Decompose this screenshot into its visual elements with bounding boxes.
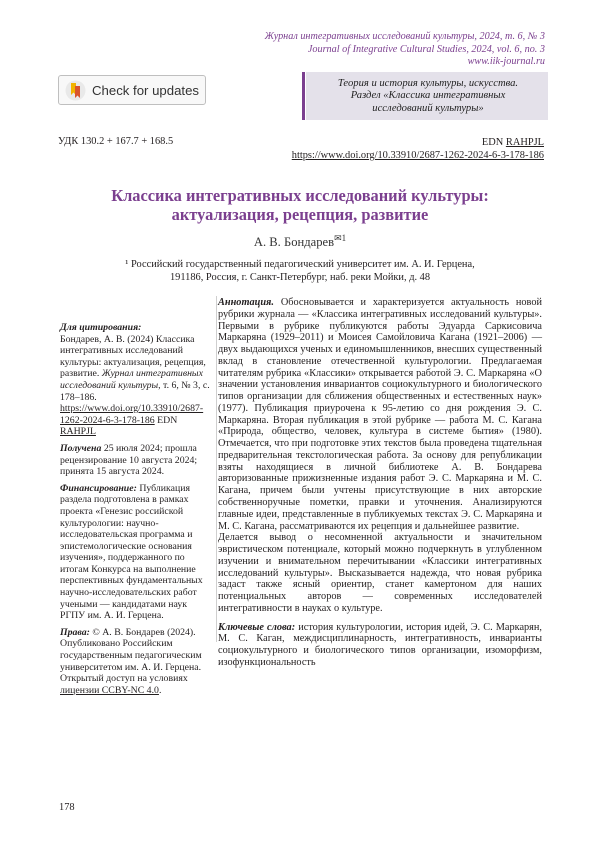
keywords-label: Ключевые слова: [218,621,296,633]
article-title-line-2: актуализация, рецепция, развитие [171,205,429,225]
envelope-icon[interactable]: ✉ [334,233,342,243]
affiliation-line-1: ¹ Российский государственный педагогический университет им. А. И. Герцена, [125,259,475,270]
udk-code: УДК 130.2 + 167.7 + 168.5 [58,136,174,147]
author-name: А. В. Бондарев [253,235,335,250]
section-accent-bar [302,72,305,120]
author-affiliation-sup: 1 [341,233,347,243]
keywords-text: история культурологии, история идей, Э. С. Маркарян, М. С. Каган, междисциплинарность, интегративность, инварианты социокультурного и биологического типов организации, изоморфизм, изофункциональность [218,621,542,668]
license-link[interactable]: лицензии CCBY-NC 4.0 [60,684,159,696]
funding-label: Финансирование: [60,482,137,494]
journal-website[interactable]: www.iik-journal.ru [467,56,545,68]
journal-header [265,31,545,69]
abstract-column [218,297,542,669]
abstract-paragraph-2: Делается вывод о несомненной актуальности и значительном эвристическом потенциале, который можно подчеркнуть в углубленном изучении и внимательном перечитывании «Классики интегративных исследований культуры». Высказывается надежда, что новая рубрика задаст также ясный ориентир, станет камертоном для наших потенциальных авторов — современных исследователей интегративности в науках о культуре. [218,532,542,614]
edn-link[interactable]: RAHPJL [505,137,544,148]
keywords-block [218,622,542,669]
funding-text: Публикация раздела подготовлена в рамках проекта «Генезис российской культурологии: научно-исследовательская программа и эпистемологические основания изучения», поддержанного по итогам Конкурса на выполнение перспективных фундаментальных научно-исследовательских работ учеными — кандидатами наук РГПУ им. А. И. Герцена. [60,482,203,622]
citation-text: Бондарев, А. В. (2024) Классика интегративных исследований культуры: актуализация, рецепция, развитие. [60,333,206,380]
column-divider [216,296,217,642]
journal-title-ru: Журнал интегративных исследований культуры, 2024, т. 6, № 3 [264,31,545,42]
sidebar-info [60,322,210,701]
rights-text: © А. В. Бондарев (2024). Опубликовано Российским государственным педагогическим университетом им. А. И. Герцена. Открытый доступ на условиях [60,626,202,685]
affiliation-line-2: 191186, Россия, г. Санкт-Петербург, наб. реки Мойки, д. 48 [169,271,431,283]
received-block [60,443,210,478]
abstract-text-1: Обосновывается и характеризуется актуальность новой рубрики журнала — «Классика интегративных исследований культуры». Первыми в рубрике публикуются работы Эдуарда Саркисовича Маркаряна (1929–2011) и Моисея Самойловича Кагана (1921–2006) — двух выдающихся ученых и единомышленников, внесших существенный вклад в становление отечественной культурологии. Предлагаемая читателям рубрика «Классики» открывается работой Э. С. Маркаряна «О значении установления инвариантов социокультурного и биологического типов организации для сближения общественных и естественных наук» (1977). Публикация приурочена к 95-летию со дня рождения Э. С. Маркаряна. Вторая публикация в этой рубрике — работа М. С. Кагана «Природа, общество, человек, культура в системе бытия» (1980). Отмечается, что при подготовке этих текстов была проведена тщательная предварительная текстологическая работа. За основу для републикации взяты находящиеся в личной библиотеке А. В. Бондарева авторизованные прижизненные издания работ Э. С. Маркаряна и М. С. Кагана, причем были учтены присутствующие в них авторские собственноручные пометки, правки и уточнения. Анализируются главные идеи, представленные в публикуемых текстах Э. С. Маркаряна и М. С. Кагана, рассматриваются их рецепция и дальнейшее развитие. [218,297,542,532]
check-for-updates-label: Check for updates [92,82,200,98]
affiliation [115,259,485,285]
citation-journal: Журнал интегративных исследований культуры [60,368,203,391]
rights-label: Права: [60,626,90,638]
article-title [60,186,540,225]
edn-prefix: EDN [481,137,504,148]
check-for-updates-button[interactable] [58,75,206,105]
funding-block [60,483,210,622]
received-label: Получена [60,442,102,454]
edn-block [292,136,544,162]
author-line [200,233,400,250]
section-line-3: исследований культуры» [372,102,484,114]
section-line-2: Раздел «Классика интегративных [350,90,506,102]
bookmark-icon [65,80,86,101]
abstract-label: Аннотация. [218,297,274,308]
citation-edn-prefix: EDN [157,414,178,426]
section-box [306,72,548,120]
citation-edn-link[interactable]: RAHPJL [60,426,96,438]
citation-label: Для цитирования: [60,322,142,333]
article-title-line-1: Классика интегративных исследований культуры: [111,186,489,205]
doi-link[interactable]: https://www.doi.org/10.33910/2687-1262-2024-6-3-178-186 [291,150,544,162]
received-text: 25 июля 2024; прошла рецензирование 10 августа 2024; принята 15 августа 2024. [60,442,198,478]
citation-tail: , т. 6, № 3, с. 178–186. [60,379,210,403]
section-line-1: Теория и история культуры, искусства. [337,78,519,89]
journal-title-en: Journal of Integrative Cultural Studies, 2024, vol. 6, no. 3 [307,43,545,55]
citation-doi-link[interactable]: https://www.doi.org/10.33910/2687-1262-2024-6-3-178-186 [60,403,204,426]
rights-block [60,627,210,697]
abstract-paragraph-1 [218,297,542,532]
citation-block [60,322,210,438]
page-number: 178 [59,802,75,813]
license-end: . [158,684,162,696]
